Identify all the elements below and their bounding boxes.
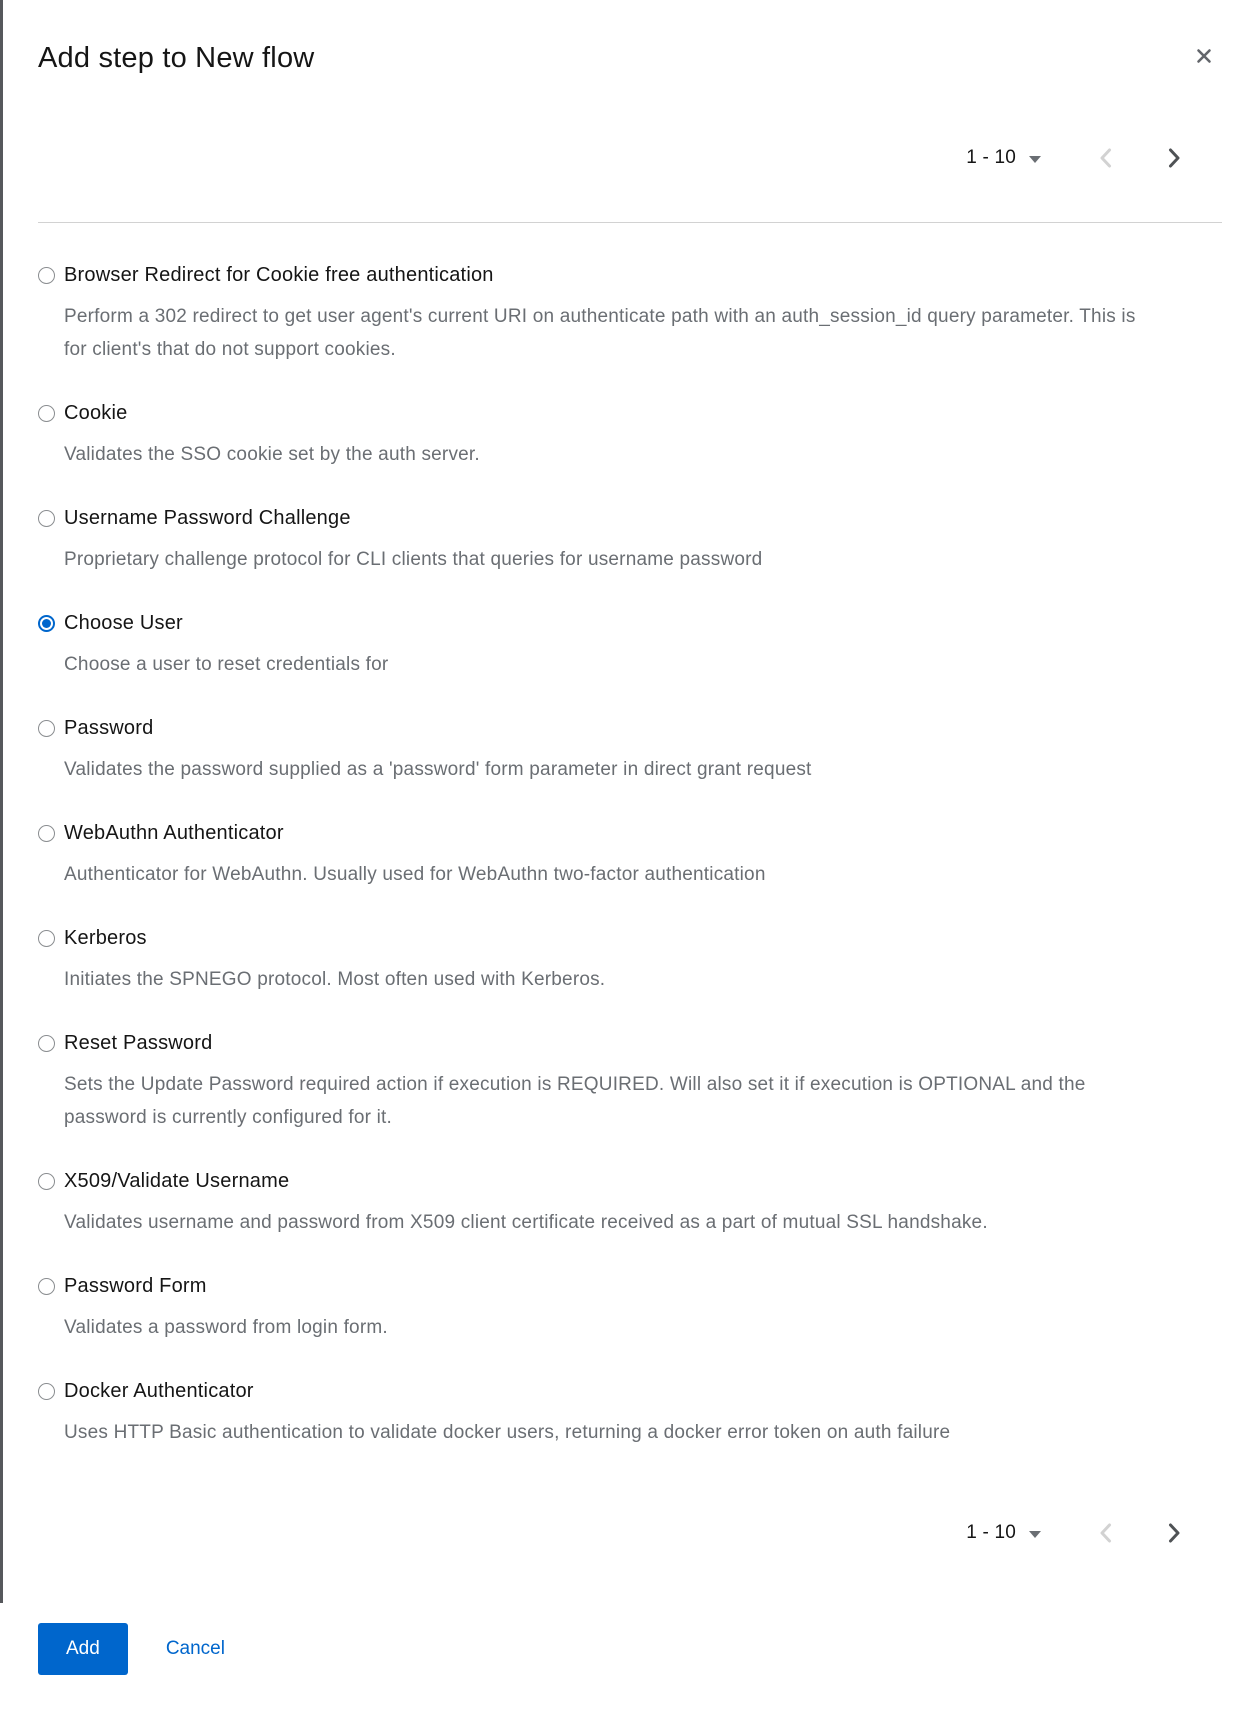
angle-left-icon bbox=[1099, 147, 1112, 169]
pagination-bottom bbox=[38, 1515, 1222, 1551]
step-title[interactable]: Reset Password bbox=[64, 1032, 213, 1054]
step-option[interactable] bbox=[38, 716, 1222, 786]
step-description: Proprietary challenge protocol for CLI clients that queries for username password bbox=[64, 549, 763, 570]
radio-button[interactable] bbox=[38, 267, 55, 284]
angle-left-icon bbox=[1099, 1522, 1112, 1544]
step-title[interactable]: X509/Validate Username bbox=[64, 1170, 290, 1192]
pagination-top bbox=[38, 140, 1222, 176]
close-icon bbox=[1195, 47, 1213, 65]
step-option-head bbox=[38, 1031, 1222, 1055]
radio-button[interactable] bbox=[38, 615, 55, 632]
step-description: Validates a password from login form. bbox=[64, 1317, 388, 1338]
modal-footer bbox=[38, 1623, 1222, 1675]
modal-title: Add step to New flow bbox=[38, 42, 315, 74]
step-description: Validates the password supplied as a 'password' form parameter in direct grant request bbox=[64, 759, 812, 780]
step-description: Validates the SSO cookie set by the auth server. bbox=[64, 444, 480, 465]
step-title[interactable]: Password Form bbox=[64, 1275, 207, 1297]
step-description: Authenticator for WebAuthn. Usually used for WebAuthn two-factor authentication bbox=[64, 864, 766, 885]
step-title[interactable]: Browser Redirect for Cookie free authentication bbox=[64, 264, 494, 286]
radio-button[interactable] bbox=[38, 720, 55, 737]
step-title[interactable]: Kerberos bbox=[64, 927, 147, 949]
radio-button[interactable] bbox=[38, 825, 55, 842]
add-button[interactable]: Add bbox=[38, 1623, 128, 1675]
step-title[interactable]: Cookie bbox=[64, 402, 128, 424]
prev-page-button[interactable] bbox=[1098, 146, 1112, 170]
step-description: Sets the Update Password required action if execution is REQUIRED. Will also set it if execution is OPTIONAL and the password is currently configured for it. bbox=[64, 1074, 1086, 1128]
step-title[interactable]: WebAuthn Authenticator bbox=[64, 822, 284, 844]
step-option[interactable] bbox=[38, 1169, 1222, 1239]
step-list bbox=[38, 223, 1222, 1449]
radio-button[interactable] bbox=[38, 510, 55, 527]
step-option-head bbox=[38, 926, 1222, 950]
modal-header bbox=[38, 0, 1222, 76]
step-option-head bbox=[38, 263, 1222, 287]
pagination-range[interactable]: 1 - 10 bbox=[966, 147, 1016, 168]
step-title[interactable]: Docker Authenticator bbox=[64, 1380, 254, 1402]
step-option-head bbox=[38, 1169, 1222, 1193]
step-option-head bbox=[38, 1379, 1222, 1403]
angle-right-icon bbox=[1168, 147, 1181, 169]
step-title[interactable]: Password bbox=[64, 717, 154, 739]
step-option-head bbox=[38, 611, 1222, 635]
step-option[interactable] bbox=[38, 1379, 1222, 1449]
step-option-head bbox=[38, 821, 1222, 845]
step-option[interactable] bbox=[38, 821, 1222, 891]
step-title[interactable]: Username Password Challenge bbox=[64, 507, 351, 529]
step-option-head bbox=[38, 716, 1222, 740]
step-option[interactable] bbox=[38, 263, 1222, 366]
radio-button[interactable] bbox=[38, 405, 55, 422]
step-description: Initiates the SPNEGO protocol. Most often used with Kerberos. bbox=[64, 969, 606, 990]
step-option[interactable] bbox=[38, 1274, 1222, 1344]
next-page-button[interactable] bbox=[1167, 146, 1181, 170]
chevron-down-icon[interactable] bbox=[1029, 156, 1041, 163]
step-option[interactable] bbox=[38, 1031, 1222, 1134]
prev-page-button[interactable] bbox=[1098, 1521, 1112, 1545]
step-description: Uses HTTP Basic authentication to validate docker users, returning a docker error token on auth failure bbox=[64, 1422, 951, 1443]
radio-button[interactable] bbox=[38, 930, 55, 947]
step-description: Choose a user to reset credentials for bbox=[64, 654, 389, 675]
angle-right-icon bbox=[1168, 1522, 1181, 1544]
close-button[interactable] bbox=[1192, 44, 1216, 68]
radio-button[interactable] bbox=[38, 1173, 55, 1190]
next-page-button[interactable] bbox=[1167, 1521, 1181, 1545]
step-option-head bbox=[38, 401, 1222, 425]
step-option[interactable] bbox=[38, 611, 1222, 681]
radio-button[interactable] bbox=[38, 1035, 55, 1052]
chevron-down-icon[interactable] bbox=[1029, 1531, 1041, 1538]
cancel-button[interactable]: Cancel bbox=[165, 1638, 225, 1659]
radio-button[interactable] bbox=[38, 1278, 55, 1295]
step-option[interactable] bbox=[38, 401, 1222, 471]
pagination-range[interactable]: 1 - 10 bbox=[966, 1522, 1016, 1543]
step-option[interactable] bbox=[38, 926, 1222, 996]
step-description: Validates username and password from X509 client certificate received as a part of mutual SSL handshake. bbox=[64, 1212, 988, 1233]
page-edge-line bbox=[0, 0, 3, 1603]
step-option-head bbox=[38, 506, 1222, 530]
step-title[interactable]: Choose User bbox=[64, 612, 183, 634]
step-option[interactable] bbox=[38, 506, 1222, 576]
step-option-head bbox=[38, 1274, 1222, 1298]
step-description: Perform a 302 redirect to get user agent's current URI on authenticate path with an auth_session_id query parameter. This is for client's that do not support cookies. bbox=[64, 306, 1136, 360]
radio-button[interactable] bbox=[38, 1383, 55, 1400]
